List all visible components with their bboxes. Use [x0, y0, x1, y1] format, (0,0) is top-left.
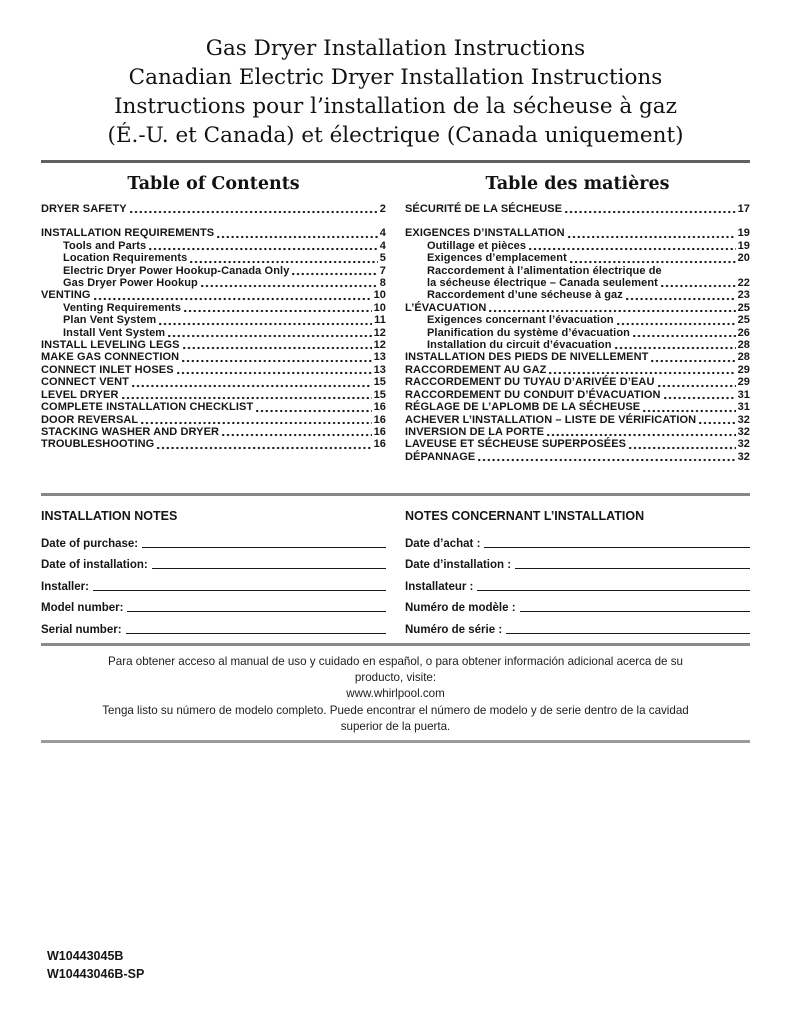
dot-leader	[565, 210, 735, 214]
toc-entry-label: EXIGENCES D’INSTALLATION	[405, 227, 565, 240]
notes-field-label: Date of installation:	[41, 559, 148, 572]
dot-leader	[547, 433, 735, 437]
toc-entry	[41, 376, 386, 388]
toc-entry	[41, 203, 386, 215]
footer-part-numbers	[47, 948, 144, 983]
toc-entry	[405, 302, 750, 314]
notes-field-row	[41, 571, 386, 593]
toc-entry	[41, 265, 386, 277]
toc-entry-label: LEVEL DRYER	[41, 388, 119, 401]
toc-english	[41, 174, 386, 463]
notes-fields-french	[405, 528, 750, 636]
toc-entry-label: Venting Requirements	[63, 301, 182, 314]
toc-page-number: 13	[373, 351, 386, 364]
toc-entry-label: Raccordement à l’alimentation électrique de	[427, 264, 662, 277]
notes-field-row	[405, 571, 750, 593]
spanish-note-line: producto, visite:	[354, 670, 437, 684]
dot-leader	[664, 396, 736, 400]
toc-entry	[405, 314, 750, 326]
notes-field-row	[405, 614, 750, 636]
notes-field-row	[41, 550, 386, 572]
toc-entry	[405, 438, 750, 450]
toc-page-number: 22	[737, 277, 750, 290]
toc-entry	[405, 339, 750, 351]
toc-entry-label: ACHEVER L’INSTALLATION – LISTE DE VÉRIFICATION	[405, 413, 697, 426]
dot-leader	[651, 359, 735, 363]
toc-entry	[41, 252, 386, 264]
notes-blank-line	[127, 611, 386, 612]
dot-leader	[658, 384, 736, 388]
toc-entry	[41, 240, 386, 252]
toc-entry-label: INSTALLATION DES PIEDS DE NIVELLEMENT	[405, 351, 649, 364]
document-title-line: Instructions pour l’installation de la sécheuse à gaz	[114, 94, 677, 119]
toc-entry-label: CONNECT VENT	[41, 376, 129, 389]
dot-leader	[130, 210, 378, 214]
toc-entry	[41, 339, 386, 351]
notes-blank-line	[506, 633, 750, 634]
toc-entry	[405, 240, 750, 252]
toc-page-number: 31	[737, 388, 750, 401]
toc-page-number: 16	[373, 413, 386, 426]
toc-entry	[41, 314, 386, 326]
toc-entry	[405, 451, 750, 463]
toc-french	[405, 174, 750, 463]
dot-leader	[177, 371, 372, 375]
notes-field-label: Serial number:	[41, 623, 122, 636]
dot-leader	[168, 334, 371, 338]
toc-page-number: 20	[737, 252, 750, 265]
toc-entry-label: VENTING	[41, 289, 91, 302]
toc-entry-label: RACCORDEMENT AU GAZ	[405, 363, 547, 376]
dot-leader	[94, 297, 372, 301]
dot-leader	[489, 309, 735, 313]
toc-entry	[41, 364, 386, 376]
notes-blank-line	[152, 568, 386, 569]
toc-page-number: 10	[373, 289, 386, 302]
toc-page-number: 23	[737, 289, 750, 302]
document-title-line: (É.-U. et Canada) et électrique (Canada uniquement)	[107, 123, 684, 148]
toc-entry	[41, 389, 386, 401]
part-number: W10443045B	[47, 949, 124, 963]
dot-leader	[615, 346, 736, 350]
notes-field-label: Installer:	[41, 580, 89, 593]
notes-field-row	[405, 550, 750, 572]
dot-leader	[217, 235, 378, 239]
toc-entry	[405, 351, 750, 363]
dot-leader	[617, 322, 736, 326]
toc-page-number: 17	[737, 203, 750, 215]
document-title	[0, 0, 791, 150]
spanish-note-line: Tenga listo su número de modelo completo. Puede encontrar el número de modelo y de serie dentro de la cavidad	[102, 703, 689, 717]
document-title-line: Canadian Electric Dryer Installation Instructions	[128, 65, 663, 90]
toc-entry	[41, 227, 386, 239]
toc-page-number: 12	[373, 326, 386, 339]
toc-entry	[405, 389, 750, 401]
toc-page-number: 7	[379, 264, 386, 277]
toc-entry	[405, 203, 750, 215]
toc-entry-label: Electric Dryer Power Hookup-Canada Only	[63, 264, 290, 277]
toc-entry	[41, 277, 386, 289]
dot-leader	[629, 446, 735, 450]
dot-leader	[132, 384, 372, 388]
toc-page-number: 2	[379, 203, 386, 215]
dot-leader	[549, 371, 735, 375]
toc-page-number: 25	[737, 301, 750, 314]
dot-leader	[478, 458, 735, 462]
installation-notes-section	[0, 509, 791, 636]
toc-entry-label: Exigences d’emplacement	[427, 252, 567, 265]
toc-entry	[405, 277, 750, 289]
dot-leader	[292, 272, 377, 276]
toc-entry-label: CONNECT INLET HOSES	[41, 363, 174, 376]
notes-blank-line	[93, 590, 386, 591]
notes-field-row	[405, 528, 750, 550]
toc-entry	[41, 414, 386, 426]
toc-entry-label: RACCORDEMENT DU CONDUIT D’ÉVACUATION	[405, 388, 661, 401]
installation-notes-english	[41, 509, 386, 636]
toc-page-number: 15	[373, 376, 386, 389]
toc-entry	[41, 426, 386, 438]
notes-field-row	[41, 593, 386, 615]
notes-field-label: Date d’installation :	[405, 559, 512, 572]
notes-field-label: Model number:	[41, 602, 124, 615]
divider-below-spanish-note	[41, 740, 750, 743]
toc-page-number: 31	[737, 401, 750, 414]
toc-entry	[41, 401, 386, 413]
toc-page-number: 10	[373, 301, 386, 314]
toc-heading-english: Table of Contents	[127, 174, 300, 194]
dot-leader	[570, 260, 736, 264]
toc-entry-label: Outillage et pièces	[427, 239, 527, 252]
toc-entry-label: la sécheuse électrique – Canada seulement	[427, 277, 658, 290]
toc-entry	[405, 376, 750, 388]
toc-page-number: 28	[737, 339, 750, 352]
toc-entry-label: DRYER SAFETY	[41, 203, 127, 215]
spanish-note	[0, 654, 791, 735]
toc-page-number: 15	[373, 388, 386, 401]
toc-entry-label: Install Vent System	[63, 326, 166, 339]
dot-leader	[157, 446, 371, 450]
toc-list-english	[41, 203, 386, 451]
toc-page-number: 8	[379, 277, 386, 290]
notes-field-row	[41, 528, 386, 550]
dot-leader	[149, 247, 378, 251]
toc-entry	[405, 414, 750, 426]
toc-entry	[405, 252, 750, 264]
notes-field-label: Installateur :	[405, 580, 474, 593]
toc-entry	[405, 227, 750, 239]
dot-leader	[661, 284, 736, 288]
toc-entry-label: DOOR REVERSAL	[41, 413, 139, 426]
dot-leader	[159, 322, 372, 326]
dot-leader	[529, 247, 735, 251]
notes-field-label: Numéro de série :	[405, 623, 503, 636]
notes-field-label: Date d’achat :	[405, 537, 481, 550]
notes-heading-english: INSTALLATION NOTES	[41, 509, 178, 524]
toc-page-number: 13	[373, 363, 386, 376]
toc-entry	[41, 327, 386, 339]
notes-blank-line	[477, 590, 750, 591]
dot-leader	[699, 421, 735, 425]
installation-notes-french	[405, 509, 750, 636]
toc-entry-label: RACCORDEMENT DU TUYAU D’ARIVÉE D’EAU	[405, 376, 655, 389]
toc-page-number: 28	[737, 351, 750, 364]
toc-entry-label: Location Requirements	[63, 252, 188, 265]
dot-leader	[222, 433, 371, 437]
dot-leader	[182, 359, 371, 363]
toc-page-number: 19	[737, 227, 750, 240]
toc-page-number: 16	[373, 425, 386, 438]
divider-under-title	[41, 160, 750, 163]
toc-heading-french: Table des matières	[485, 174, 670, 194]
toc-entry	[405, 289, 750, 301]
toc-entry	[41, 302, 386, 314]
divider-above-notes	[41, 493, 750, 496]
toc-section	[0, 174, 791, 463]
toc-entry-label: Installation du circuit d’évacuation	[427, 339, 612, 352]
toc-page-number: 4	[379, 239, 386, 252]
dot-leader	[183, 346, 372, 350]
dot-leader	[122, 396, 372, 400]
toc-page-number: 32	[737, 450, 750, 463]
toc-entry-label: Gas Dryer Power Hookup	[63, 277, 198, 290]
toc-page-number: 26	[737, 326, 750, 339]
notes-blank-line	[126, 633, 386, 634]
toc-page-number: 29	[737, 363, 750, 376]
toc-page-number: 11	[374, 314, 386, 327]
toc-entry	[405, 426, 750, 438]
toc-entry-label: Tools and Parts	[63, 239, 147, 252]
toc-entry-label: SÉCURITÉ DE LA SÉCHEUSE	[405, 203, 563, 215]
toc-entry-label: RÉGLAGE DE L’APLOMB DE LA SÉCHEUSE	[405, 401, 641, 414]
spanish-note-line: superior de la puerta.	[340, 719, 451, 733]
notes-field-row	[405, 593, 750, 615]
dot-leader	[184, 309, 371, 313]
toc-entry-label: L’ÉVACUATION	[405, 301, 487, 314]
dot-leader	[141, 421, 371, 425]
toc-page-number: 32	[737, 425, 750, 438]
toc-entry-label: Plan Vent System	[63, 314, 157, 327]
notes-blank-line	[484, 547, 750, 548]
notes-heading-french: NOTES CONCERNANT L’INSTALLATION	[405, 509, 645, 524]
toc-page-number: 16	[373, 401, 386, 414]
notes-blank-line	[520, 611, 750, 612]
toc-page-number: 29	[737, 376, 750, 389]
toc-page-number: 32	[737, 438, 750, 451]
toc-entry-label: STACKING WASHER AND DRYER	[41, 425, 220, 438]
toc-entry-label: INVERSION DE LA PORTE	[405, 425, 545, 438]
dot-leader	[633, 334, 736, 338]
toc-page-number: 32	[737, 413, 750, 426]
whirlpool-url: www.whirlpool.com	[346, 687, 445, 701]
dot-leader	[643, 409, 735, 413]
toc-page-number: 16	[373, 438, 386, 451]
toc-list-french	[405, 203, 750, 463]
toc-page-number: 12	[373, 339, 386, 352]
toc-entry	[405, 364, 750, 376]
toc-entry-label: DÉPANNAGE	[405, 450, 476, 463]
notes-blank-line	[142, 547, 386, 548]
toc-page-number: 5	[379, 252, 386, 265]
toc-entry-label: Exigences concernant l’évacuation	[427, 314, 614, 327]
toc-page-number: 4	[379, 227, 386, 240]
dot-leader	[626, 297, 736, 301]
toc-entry-label: Planification du système d’évacuation	[427, 326, 630, 339]
notes-field-label: Numéro de modèle :	[405, 602, 516, 615]
dot-leader	[201, 284, 378, 288]
spanish-note-line: Para obtener acceso al manual de uso y cuidado en español, o para obtener información adicional acerca de su	[108, 654, 683, 668]
toc-entry-label: Raccordement d’une sécheuse à gaz	[427, 289, 623, 302]
dot-leader	[190, 260, 377, 264]
toc-page-number: 25	[737, 314, 750, 327]
toc-entry	[41, 351, 386, 363]
toc-entry	[405, 327, 750, 339]
toc-entry-label: MAKE GAS CONNECTION	[41, 351, 180, 364]
toc-entry	[41, 438, 386, 450]
toc-entry-label: INSTALLATION REQUIREMENTS	[41, 227, 215, 240]
toc-entry	[405, 265, 750, 277]
dot-leader	[256, 409, 371, 413]
toc-entry-label: LAVEUSE ET SÉCHEUSE SUPERPOSÉES	[405, 438, 627, 451]
toc-page-number: 19	[737, 239, 750, 252]
notes-field-label: Date of purchase:	[41, 537, 139, 550]
notes-field-row	[41, 614, 386, 636]
part-number: W10443046B-SP	[47, 966, 145, 981]
document-title-line: Gas Dryer Installation Instructions	[205, 36, 586, 61]
notes-fields-english	[41, 528, 386, 636]
divider-above-spanish-note	[41, 643, 750, 646]
dot-leader	[568, 235, 736, 239]
toc-entry	[405, 401, 750, 413]
toc-entry	[41, 289, 386, 301]
toc-entry-label: INSTALL LEVELING LEGS	[41, 339, 180, 352]
toc-entry-label: TROUBLESHOOTING	[41, 438, 155, 451]
toc-entry-label: COMPLETE INSTALLATION CHECKLIST	[41, 401, 254, 414]
notes-blank-line	[515, 568, 750, 569]
